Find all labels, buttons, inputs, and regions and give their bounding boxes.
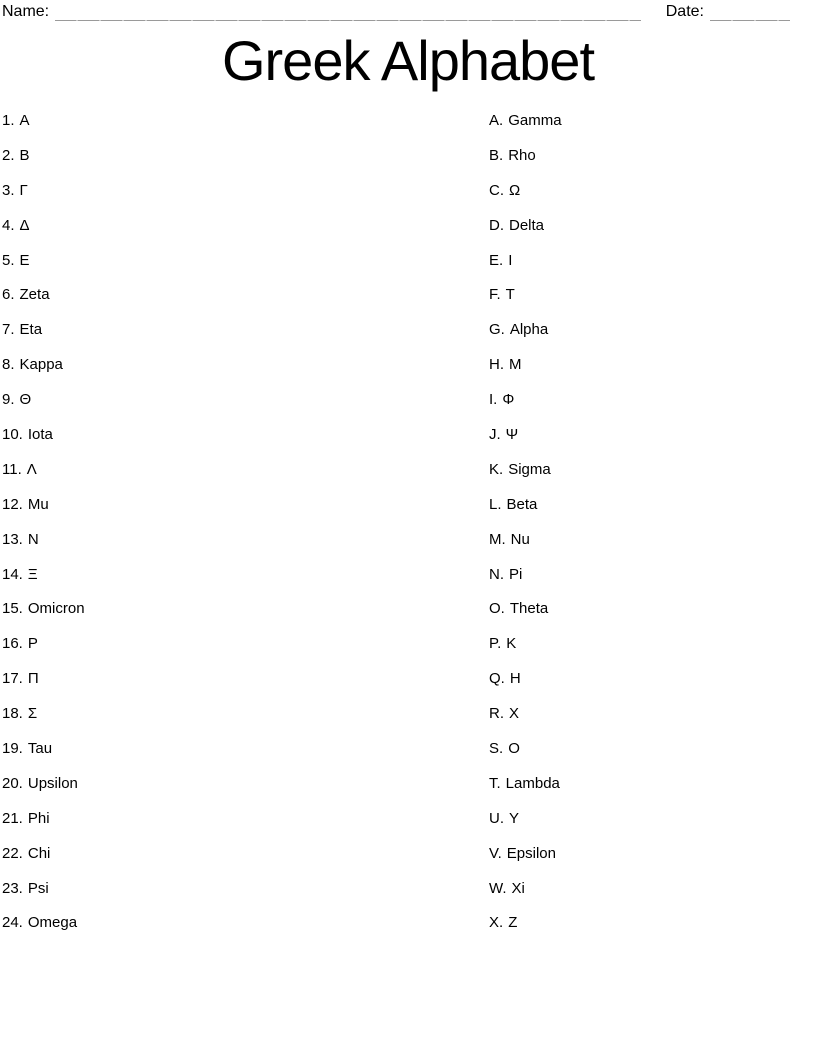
question-item-number: 1. <box>2 112 15 129</box>
answer-item <box>489 495 809 530</box>
answer-item-text: Xi <box>511 879 525 897</box>
answer-item <box>489 425 809 460</box>
answer-item-text: Beta <box>506 495 538 513</box>
answer-item-number: X. <box>489 914 504 932</box>
answer-item-number: R. <box>489 705 504 723</box>
question-item <box>2 669 442 704</box>
answer-item-text: Delta <box>509 216 545 234</box>
question-item <box>2 146 442 181</box>
answer-item <box>489 844 809 879</box>
question-item <box>2 913 442 948</box>
answer-item-text: Ο <box>508 740 520 758</box>
question-item-text: Δ <box>19 216 30 234</box>
question-item <box>2 285 442 320</box>
question-item-number: 10. <box>2 426 23 444</box>
answer-item-number: K. <box>489 460 504 478</box>
question-item <box>2 181 442 216</box>
question-item <box>2 879 442 914</box>
answer-item-number: W. <box>489 879 507 897</box>
question-item-number: 23. <box>2 879 23 897</box>
question-item-number: 21. <box>2 809 23 827</box>
name-label: Name: <box>2 3 50 20</box>
question-item-number: 5. <box>2 251 15 269</box>
question-item <box>2 844 442 879</box>
answer-item-text: Nu <box>510 530 530 548</box>
question-item-text: Upsilon <box>27 774 78 792</box>
question-item <box>2 390 442 425</box>
answer-item <box>489 390 809 425</box>
question-item-number: 22. <box>2 844 23 862</box>
question-item-number: 18. <box>2 705 23 723</box>
answer-item <box>489 181 809 216</box>
question-item-number: 15. <box>2 600 23 618</box>
answer-item-number: A. <box>489 112 504 129</box>
question-item-text: Chi <box>27 844 51 862</box>
answer-item-number: G. <box>489 321 505 339</box>
date-blank-line <box>710 7 790 21</box>
question-item-text: Σ <box>27 705 38 723</box>
question-item-number: 6. <box>2 286 15 304</box>
question-item-number: 19. <box>2 740 23 758</box>
answers-column <box>489 111 809 948</box>
question-item-text: Α <box>19 112 30 129</box>
question-item-number: 24. <box>2 914 23 932</box>
answer-item <box>489 216 809 251</box>
answer-item-text: Η <box>509 670 521 688</box>
question-item-text: Psi <box>27 879 49 897</box>
question-item-number: 9. <box>2 391 15 409</box>
answer-item-text: Lambda <box>505 774 560 792</box>
answer-item <box>489 285 809 320</box>
answer-item-number: V. <box>489 844 502 862</box>
answer-item-number: S. <box>489 740 504 758</box>
question-item <box>2 704 442 739</box>
question-item-text: Tau <box>27 740 53 758</box>
question-item <box>2 216 442 251</box>
answer-item <box>489 320 809 355</box>
answer-item-number: H. <box>489 356 504 374</box>
answer-item-text: Χ <box>509 705 520 723</box>
question-item-number: 3. <box>2 181 15 199</box>
answer-item <box>489 739 809 774</box>
answer-item <box>489 355 809 390</box>
answer-item-number: B. <box>489 146 504 164</box>
question-item <box>2 634 442 669</box>
answer-item <box>489 634 809 669</box>
question-item <box>2 251 442 286</box>
answer-item-number: M. <box>489 530 506 548</box>
answer-item-text: Theta <box>509 600 549 618</box>
answer-item <box>489 146 809 181</box>
questions-column <box>2 111 442 948</box>
question-item-text: Omega <box>27 914 78 932</box>
question-item-text: Zeta <box>19 286 50 304</box>
answer-item <box>489 669 809 704</box>
question-item-text: Eta <box>19 321 43 339</box>
answer-item-number: O. <box>489 600 505 618</box>
answer-item-text: Epsilon <box>506 844 556 862</box>
question-item <box>2 320 442 355</box>
answer-item-text: Ψ <box>505 426 519 444</box>
question-item <box>2 495 442 530</box>
date-label: Date: <box>665 3 704 20</box>
question-item-text: Ε <box>19 251 30 269</box>
answer-item-number: J. <box>489 426 501 444</box>
answer-item-text: Τ <box>505 286 515 304</box>
answer-item <box>489 111 809 146</box>
question-item <box>2 599 442 634</box>
question-item <box>2 460 442 495</box>
answer-item-number: P. <box>489 635 502 653</box>
answer-item-number: N. <box>489 565 504 583</box>
answer-item-number: Q. <box>489 670 505 688</box>
question-item-text: Ρ <box>27 635 38 653</box>
question-item-number: 7. <box>2 321 15 339</box>
page-title: Greek Alphabet <box>221 29 595 92</box>
answer-item-text: Sigma <box>508 460 551 478</box>
question-item <box>2 355 442 390</box>
question-item <box>2 774 442 809</box>
answer-item-number: C. <box>489 181 504 199</box>
answer-item-text: Υ <box>509 809 520 827</box>
question-item-number: 17. <box>2 670 23 688</box>
question-item-number: 20. <box>2 774 23 792</box>
answer-item-number: L. <box>489 495 502 513</box>
answer-item-text: Μ <box>509 356 522 374</box>
question-item-number: 11. <box>2 460 22 478</box>
question-item-text: Λ <box>26 460 37 478</box>
question-item-text: Phi <box>27 809 50 827</box>
question-item-text: Π <box>27 670 39 688</box>
question-item-text: Omicron <box>27 600 85 618</box>
answer-item-text: Ι <box>508 251 513 269</box>
answer-item-number: U. <box>489 809 504 827</box>
question-item <box>2 530 442 565</box>
question-item-text: Β <box>19 146 30 164</box>
answer-item <box>489 879 809 914</box>
answer-item <box>489 251 809 286</box>
question-item-number: 13. <box>2 530 23 548</box>
question-item-text: Kappa <box>19 356 63 374</box>
answer-item-text: Φ <box>502 391 515 409</box>
answer-item <box>489 809 809 844</box>
answer-item-text: Alpha <box>509 321 549 339</box>
question-item-number: 12. <box>2 495 23 513</box>
header <box>2 2 790 22</box>
answer-item-number: D. <box>489 216 504 234</box>
question-item-number: 16. <box>2 635 23 653</box>
question-item <box>2 739 442 774</box>
answer-item <box>489 704 809 739</box>
name-blank-line <box>55 7 641 21</box>
answer-item-text: Rho <box>508 146 536 164</box>
question-item-number: 14. <box>2 565 23 583</box>
answer-item <box>489 530 809 565</box>
question-item <box>2 425 442 460</box>
question-item-text: Ξ <box>27 565 38 583</box>
question-item-text: Ν <box>27 530 39 548</box>
question-item <box>2 111 442 146</box>
answer-item-number: T. <box>489 774 501 792</box>
question-item-number: 4. <box>2 216 15 234</box>
answer-item <box>489 599 809 634</box>
question-item-text: Θ <box>19 391 32 409</box>
question-item-text: Mu <box>27 495 49 513</box>
question-item <box>2 809 442 844</box>
question-item-number: 8. <box>2 356 15 374</box>
answer-item-number: E. <box>489 251 504 269</box>
answer-item-text: Κ <box>506 635 517 653</box>
answer-item <box>489 913 809 948</box>
question-item-text: Γ <box>19 181 28 199</box>
answer-item-text: Ζ <box>508 914 518 932</box>
answer-item-text: Ω <box>509 181 521 199</box>
answer-item <box>489 565 809 600</box>
answer-item-number: F. <box>489 286 501 304</box>
answer-item <box>489 774 809 809</box>
question-item-number: 2. <box>2 146 15 164</box>
answer-item-number: I. <box>489 391 498 409</box>
question-item-text: Iota <box>27 426 53 444</box>
answer-item-text: Gamma <box>508 112 562 129</box>
question-item <box>2 565 442 600</box>
answer-item-text: Pi <box>509 565 523 583</box>
answer-item <box>489 460 809 495</box>
